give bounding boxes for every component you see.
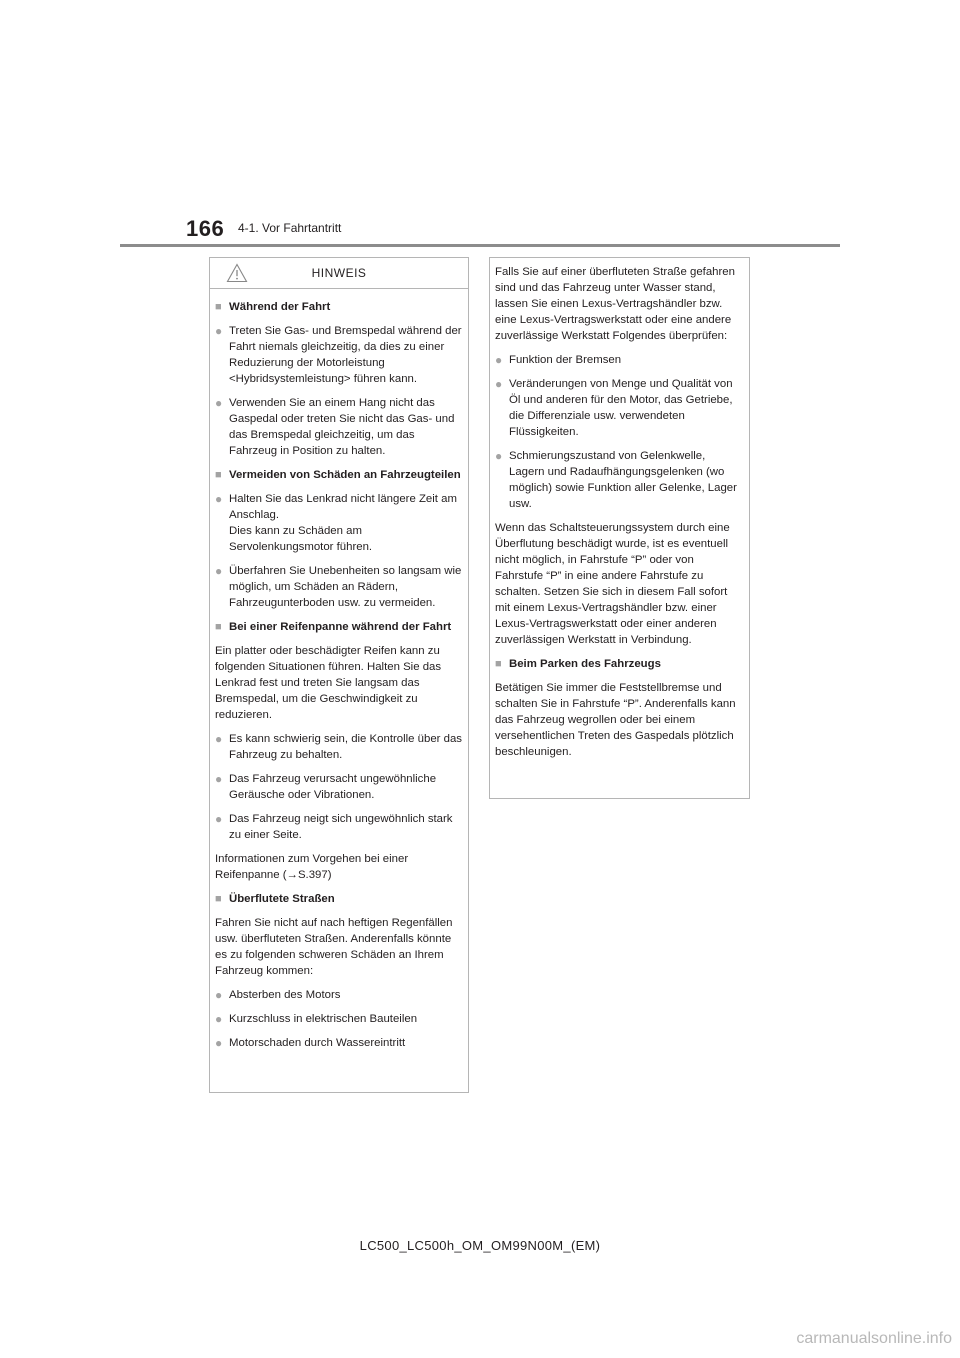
bullet-item bbox=[215, 987, 462, 1003]
circle-bullet-icon: ● bbox=[215, 564, 223, 578]
paragraph: Fahren Sie nicht auf nach heftigen Regenfällen usw. überfluteten Straßen. Anderenfalls könnte es zu folgenden schweren Schäden an Ihrem Fahrzeug kommen: bbox=[215, 917, 453, 977]
square-bullet-icon: ■ bbox=[215, 469, 222, 481]
circle-bullet-icon: ● bbox=[215, 492, 223, 506]
circle-bullet-icon: ● bbox=[495, 353, 503, 367]
notice-box bbox=[209, 257, 469, 1093]
section-heading bbox=[495, 656, 743, 672]
square-bullet-icon: ■ bbox=[215, 893, 222, 905]
circle-bullet-icon: ● bbox=[215, 772, 223, 786]
circle-bullet-icon: ● bbox=[215, 324, 223, 338]
notice-title: HINWEIS bbox=[311, 266, 367, 280]
bullet-item bbox=[215, 771, 462, 803]
square-bullet-icon: ■ bbox=[495, 658, 502, 670]
bullet-text: Funktion der Bremsen bbox=[509, 354, 622, 366]
paragraph: Ein platter oder beschädigter Reifen kann zu folgenden Situationen führen. Halten Sie das Lenkrad fest und treten Sie langsam das Bremspedal, um die Geschwindigkeit zu reduzieren. bbox=[215, 645, 442, 721]
bullet-item bbox=[495, 352, 743, 368]
circle-bullet-icon: ● bbox=[495, 449, 503, 463]
bullet-item bbox=[215, 491, 462, 555]
heading-text: Vermeiden von Schäden an Fahrzeugteilen bbox=[229, 469, 461, 481]
circle-bullet-icon: ● bbox=[215, 812, 223, 826]
bullet-text: Schmierungszustand von Gelenkwelle, Lagern und Radaufhängungsgelenken (wo möglich) sowie Funktion aller Gelenke, Lager usw. bbox=[509, 450, 737, 510]
warning-triangle-icon bbox=[226, 263, 248, 283]
paragraph: Wenn das Schaltsteuerungssystem durch eine Überflutung beschädigt wurde, ist es eventuell nicht möglich, in Fahrstufe “P” oder von Fahrstufe “P” in eine andere Fahrstufe zu schalten. Setzen Sie sich in diesem Fall sofort mit einem Lexus-Vertragshändler bzw. einer Lexus-Vertragswerkstatt oder einer anderen zuverlässigen Werkstatt in Verbindung. bbox=[495, 522, 730, 646]
heading-text: Überflutete Straßen bbox=[229, 893, 335, 905]
bullet-text: Das Fahrzeug verursacht ungewöhnliche Geräusche oder Vibrationen. bbox=[229, 773, 437, 801]
notice-content-right bbox=[490, 258, 749, 760]
bullet-item bbox=[495, 376, 743, 440]
square-bullet-icon: ■ bbox=[215, 301, 222, 313]
section-heading bbox=[215, 299, 462, 315]
bullet-text: Treten Sie Gas- und Bremspedal während der Fahrt niemals gleichzeitig, da dies zu einer Reduzierung der Motorleistung <Hybridsystemleistung> führen kann. bbox=[229, 325, 462, 385]
circle-bullet-icon: ● bbox=[215, 396, 223, 410]
section-heading bbox=[215, 891, 462, 907]
circle-bullet-icon: ● bbox=[215, 1036, 223, 1050]
page-number: 166 bbox=[186, 216, 225, 241]
section-heading bbox=[215, 619, 462, 635]
watermark: carmanualsonline.info bbox=[796, 1330, 952, 1347]
bullet-text: Absterben des Motors bbox=[229, 989, 341, 1001]
paragraph: Falls Sie auf einer überfluteten Straße gefahren sind und das Fahrzeug unter Wasser stand, lassen Sie einen Lexus-Vertragshändler bzw. eine Lexus-Vertragswerkstatt oder eine andere zuverlässige Werkstatt Folgendes überprüfen: bbox=[495, 266, 735, 342]
circle-bullet-icon: ● bbox=[215, 732, 223, 746]
heading-text: Bei einer Reifenpanne während der Fahrt bbox=[229, 621, 452, 633]
square-bullet-icon: ■ bbox=[215, 621, 222, 633]
bullet-text: Dies kann zu Schäden am Servolenkungsmotor führen. bbox=[229, 525, 373, 553]
notice-content-left bbox=[210, 289, 468, 1051]
document-code: LC500_LC500h_OM_OM99N00M_(EM) bbox=[359, 1238, 601, 1253]
bullet-item bbox=[215, 563, 462, 611]
header-rule bbox=[120, 244, 840, 247]
bullet-item bbox=[215, 1035, 462, 1051]
section-title: 4-1. Vor Fahrtantritt bbox=[238, 221, 342, 235]
circle-bullet-icon: ● bbox=[215, 1012, 223, 1026]
bullet-item bbox=[215, 1011, 462, 1027]
circle-bullet-icon: ● bbox=[215, 988, 223, 1002]
bullet-item bbox=[215, 395, 462, 459]
bullet-text: Es kann schwierig sein, die Kontrolle über das Fahrzeug zu behalten. bbox=[229, 733, 463, 761]
heading-text: Beim Parken des Fahrzeugs bbox=[509, 658, 661, 670]
bullet-text: Kurzschluss in elektrischen Bauteilen bbox=[229, 1013, 418, 1025]
heading-text: Während der Fahrt bbox=[229, 301, 331, 313]
continuation-box bbox=[489, 257, 750, 799]
bullet-item bbox=[215, 323, 462, 387]
circle-bullet-icon: ● bbox=[495, 377, 503, 391]
bullet-text: Halten Sie das Lenkrad nicht längere Zeit am Anschlag. bbox=[229, 493, 457, 521]
bullet-text: Das Fahrzeug neigt sich ungewöhnlich stark zu einer Seite. bbox=[229, 813, 453, 841]
bullet-text: Motorschaden durch Wassereintritt bbox=[229, 1037, 406, 1049]
notice-header bbox=[210, 258, 468, 289]
bullet-item bbox=[215, 731, 462, 763]
bullet-text: Veränderungen von Menge und Qualität von Öl und anderen für den Motor, das Getriebe, die Differenziale usw. verwendeten Flüssigkeiten. bbox=[509, 378, 733, 438]
bullet-text: Überfahren Sie Unebenheiten so langsam wie möglich, um Schäden an Rädern, Fahrzeugunterboden usw. zu vermeiden. bbox=[229, 565, 462, 609]
bullet-item bbox=[215, 811, 462, 843]
paragraph: Informationen zum Vorgehen bei einer Reifenpanne (→S.397) bbox=[215, 853, 409, 881]
bullet-item bbox=[495, 448, 743, 512]
bullet-text: Verwenden Sie an einem Hang nicht das Gaspedal oder treten Sie nicht das Gas- und das Bremspedal gleichzeitig, um das Fahrzeug in Position zu halten. bbox=[229, 397, 455, 457]
paragraph: Betätigen Sie immer die Feststellbremse und schalten Sie in Fahrstufe “P”. Anderenfalls kann das Fahrzeug wegrollen oder bei einem versehentlichen Treten des Gaspedals plötzlich beschleunigen. bbox=[495, 682, 736, 758]
section-heading bbox=[215, 467, 462, 483]
